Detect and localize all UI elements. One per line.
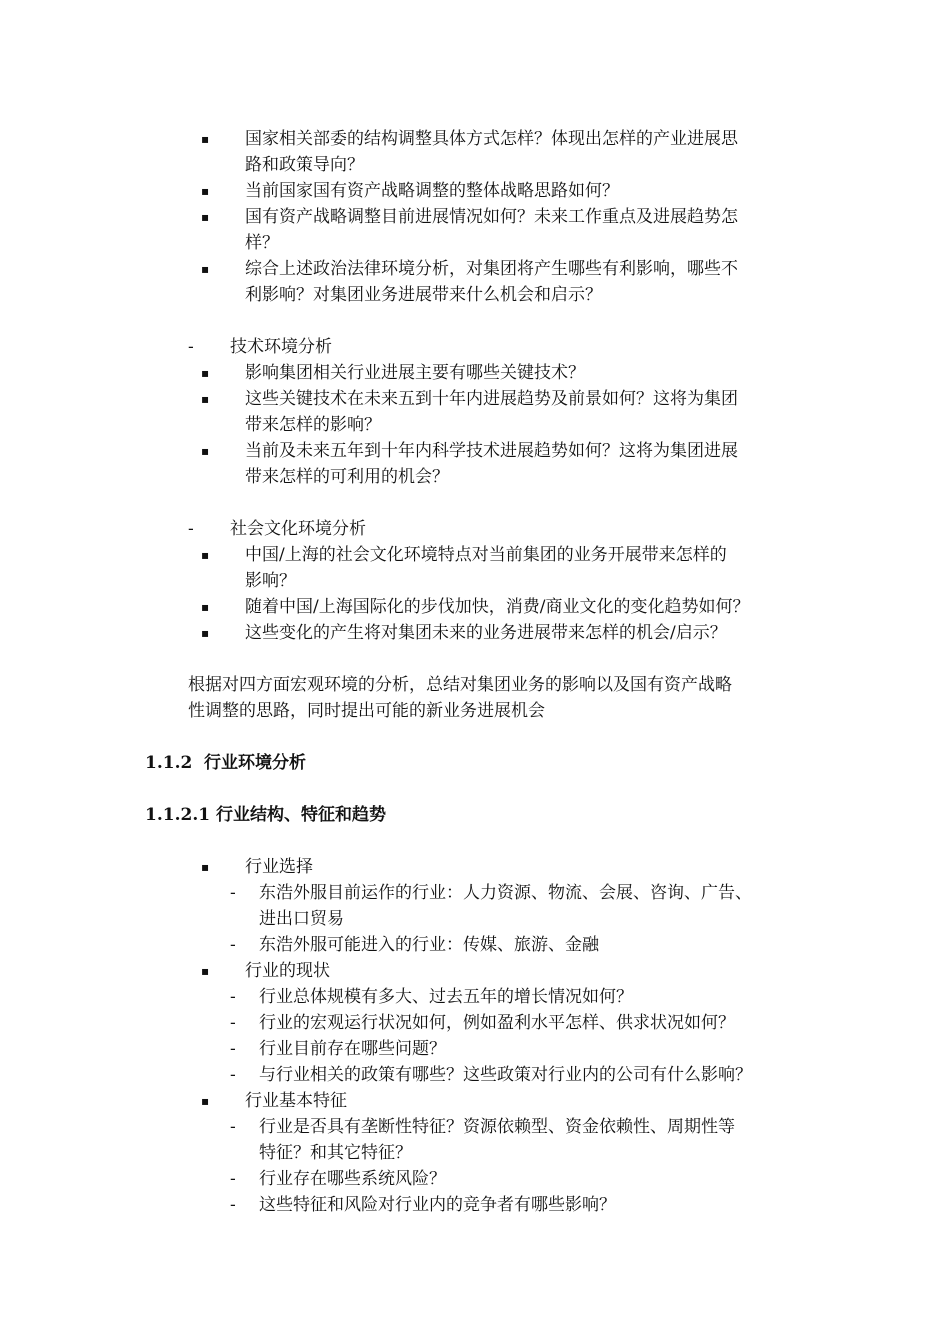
section-heading: 社会文化环境分析: [230, 519, 366, 539]
section-number: 1.1.2: [145, 753, 193, 773]
paragraph-line: 性调整的思路，同时提出可能的新业务进展机会: [188, 701, 545, 721]
list-item-continuation: 带来怎样的可利用的机会？: [245, 467, 449, 487]
bullet-icon: ▪: [201, 964, 210, 978]
bullet-icon: ▪: [201, 132, 210, 146]
list-item: 当前及未来五年到十年内科学技术进展趋势如何？这将为集团进展: [245, 441, 738, 461]
dash-icon: -: [188, 519, 194, 539]
bullet-icon: ▪: [201, 1094, 210, 1108]
subsection-label: 行业的现状: [245, 961, 330, 981]
list-item-continuation: 路和政策导向？: [245, 155, 364, 175]
bullet-icon: ▪: [201, 548, 210, 562]
bullet-icon: ▪: [201, 184, 210, 198]
list-item: 行业是否具有垄断性特征？资源依赖型、资金依赖性、周期性等: [259, 1117, 735, 1137]
list-item-continuation: 进出口贸易: [259, 909, 344, 929]
dash-icon: -: [230, 1013, 236, 1033]
subsection-label: 行业基本特征: [245, 1091, 347, 1111]
section-heading: 技术环境分析: [230, 337, 332, 357]
dash-icon: -: [230, 1039, 236, 1059]
section-number: 1.1.2.1: [145, 805, 211, 825]
dash-icon: -: [230, 1195, 236, 1215]
list-item: 中国/上海的社会文化环境特点对当前集团的业务开展带来怎样的: [245, 545, 727, 565]
list-item-continuation: 样？: [245, 233, 279, 253]
section-title: 行业结构、特征和趋势: [216, 805, 386, 825]
dash-icon: -: [230, 1117, 236, 1137]
bullet-icon: ▪: [201, 600, 210, 614]
list-item: 国有资产战略调整目前进展情况如何？未来工作重点及进展趋势怎: [245, 207, 738, 227]
subsection-label: 行业选择: [245, 857, 313, 877]
list-item-continuation: 带来怎样的影响？: [245, 415, 381, 435]
dash-icon: -: [230, 883, 236, 903]
dash-icon: -: [230, 1169, 236, 1189]
list-item: 这些变化的产生将对集团未来的业务进展带来怎样的机会/启示？: [245, 623, 727, 643]
list-item: 这些特征和风险对行业内的竞争者有哪些影响？: [259, 1195, 616, 1215]
list-item: 行业总体规模有多大、过去五年的增长情况如何？: [259, 987, 633, 1007]
list-item: 影响集团相关行业进展主要有哪些关键技术？: [245, 363, 585, 383]
list-item: 行业目前存在哪些问题？: [259, 1039, 446, 1059]
bullet-icon: ▪: [201, 860, 210, 874]
list-item-continuation: 影响？: [245, 571, 296, 591]
list-item-continuation: 利影响？对集团业务进展带来什么机会和启示？: [245, 285, 602, 305]
bullet-icon: ▪: [201, 444, 210, 458]
list-item: 这些关键技术在未来五到十年内进展趋势及前景如何？这将为集团: [245, 389, 738, 409]
paragraph-line: 根据对四方面宏观环境的分析，总结对集团业务的影响以及国有资产战略: [188, 675, 732, 695]
bullet-icon: ▪: [201, 366, 210, 380]
list-item: 综合上述政治法律环境分析，对集团将产生哪些有利影响，哪些不: [245, 259, 738, 279]
list-item: 当前国家国有资产战略调整的整体战略思路如何？: [245, 181, 619, 201]
section-title: 行业环境分析: [204, 753, 306, 773]
list-item: 行业的宏观运行状况如何，例如盈利水平怎样、供求状况如何？: [259, 1013, 735, 1033]
dash-icon: -: [230, 935, 236, 955]
list-item: 与行业相关的政策有哪些？这些政策对行业内的公司有什么影响？: [259, 1065, 752, 1085]
bullet-icon: ▪: [201, 210, 210, 224]
list-item: 国家相关部委的结构调整具体方式怎样？体现出怎样的产业进展思: [245, 129, 738, 149]
dash-icon: -: [230, 987, 236, 1007]
bullet-icon: ▪: [201, 626, 210, 640]
list-item: 东浩外服可能进入的行业：传媒、旅游、金融: [259, 935, 599, 955]
list-item: 随着中国/上海国际化的步伐加快，消费/商业文化的变化趋势如何？: [245, 597, 750, 617]
list-item-continuation: 特征？和其它特征？: [259, 1143, 412, 1163]
dash-icon: -: [188, 337, 194, 357]
bullet-icon: ▪: [201, 262, 210, 276]
dash-icon: -: [230, 1065, 236, 1085]
bullet-icon: ▪: [201, 392, 210, 406]
list-item: 行业存在哪些系统风险？: [259, 1169, 446, 1189]
list-item: 东浩外服目前运作的行业：人力资源、物流、会展、咨询、广告、: [259, 883, 752, 903]
